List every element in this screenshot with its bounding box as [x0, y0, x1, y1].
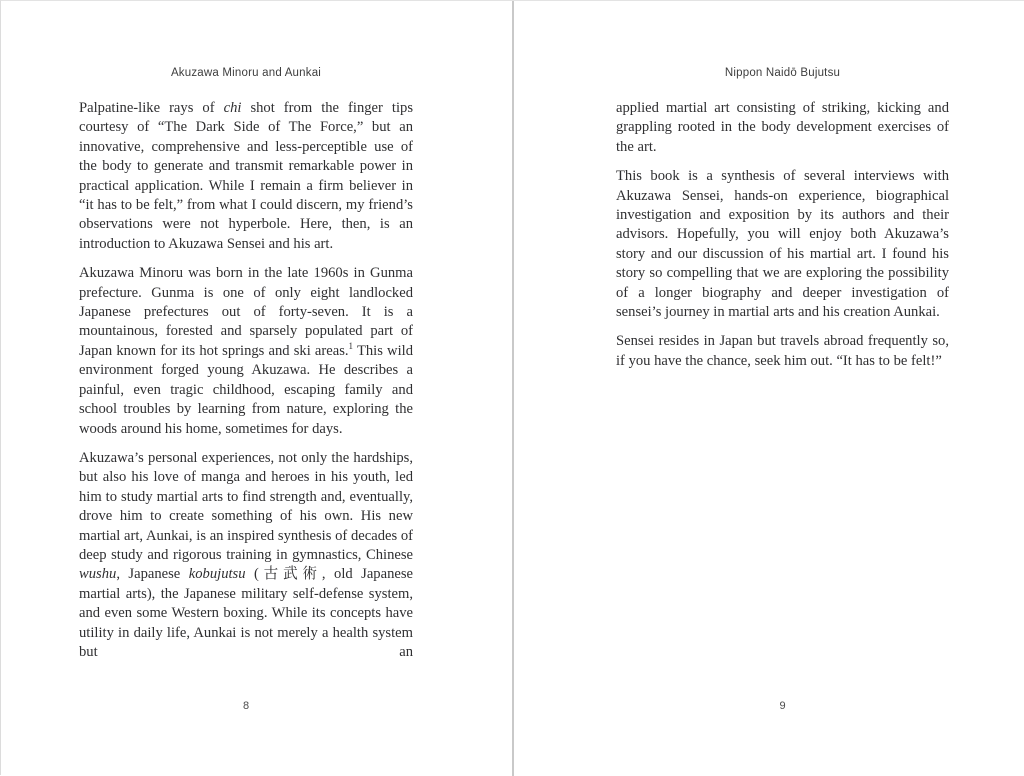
paragraph: This book is a synthesis of several interviews with Akuzawa Sensei, hands-on experience, biographical investigation and exposition by its authors and their advisors. Hopefully, you will enjoy both Akuzawa’s story and our discussion of his martial art. I found his story so compelling that we are exploring the possibility of a longer biography and deeper investigation of sensei’s journey in martial arts and his creation Aunkai.: [616, 168, 949, 321]
left-page: [1, 1, 512, 776]
left-page-number: 8: [242, 700, 250, 712]
paragraph: Akuzawa Minoru was born in the late 1960s in Gunma prefecture. Gunma is one of only eight landlocked Japanese prefectures out of forty-seven. It is a mountainous, forested and sparsely populated part of Japan known for its hot springs and ski areas.$^1$ This wild environment forged young Akuzawa. He describes a painful, even tragic childhood, escaping family and school troubles by learning from nature, exploring the woods around his home, sometimes for days.: [79, 265, 413, 437]
left-page-text: [79, 99, 413, 672]
left-running-header: Akuzawa Minoru and Aunkai: [170, 67, 322, 79]
right-running-header: Nippon Naidō Bujutsu: [724, 67, 841, 79]
right-page: [514, 1, 1024, 776]
right-page-text: [616, 99, 949, 381]
paragraph: applied martial art consisting of striking, kicking and grappling rooted in the body development exercises of the art.: [616, 100, 949, 155]
paragraph: Sensei resides in Japan but travels abroad frequently so, if you have the chance, seek him out. “It has to be felt!”: [616, 333, 949, 369]
paragraph: Palpatine-like rays of chi shot from the finger tips courtesy of “The Dark Side of The Force,” but an innovative, comprehensive and less-perceptible use of the body to generate and transmit remarkable power in practical application. While I remain a firm believer in “it has to be felt,” from what I could discern, my friend’s observations were not hyperbole. Here, then, is an introduction to Akuzawa Sensei and his art.: [79, 100, 414, 252]
paragraph: Akuzawa’s personal experiences, not only the hardships, but also his love of manga and heroes in his youth, led him to study martial arts to find strength and, eventually, drove him to create something of his own. His new martial art, Aunkai, is an inspired synthesis of decades of deep study and rigorous training in gymnastics, Chinese wushu, Japanese kobujutsu (古武術, old Japanese martial arts), the Japanese military self-defense system, and even some Western boxing. While its concepts have utility in daily life, Aunkai is not merely a health system but an: [79, 449, 414, 660]
right-page-number: 9: [779, 700, 786, 712]
